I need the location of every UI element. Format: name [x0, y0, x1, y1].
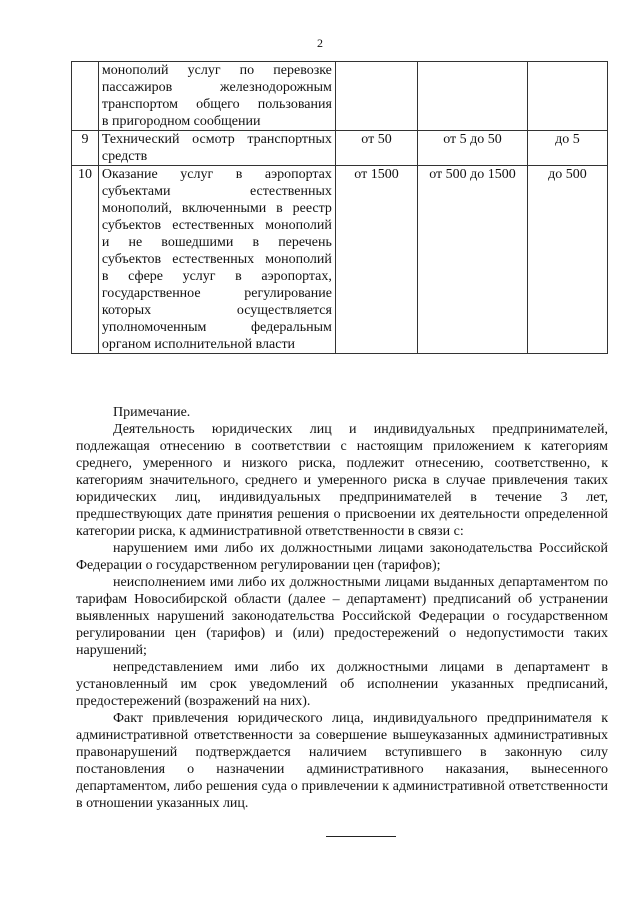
end-of-document-rule [326, 836, 396, 837]
table-row [72, 131, 608, 166]
row-number-cell: 10 [72, 166, 99, 354]
description-line: Технический осмотр транспортных [101, 132, 332, 147]
description-line: монополий услуг по перевозке [101, 63, 332, 78]
description-line: Оказание услуг в аэропортах [101, 167, 332, 182]
description-line: монополий, включенными в реестр [101, 201, 332, 216]
notes-paragraph: непредставлением ими либо их должностными лицами в департамент в установленный им срок уведомлений об исполнении указанных предписаний, предостережений (возражений на них). [76, 660, 608, 709]
description-line: транспортом общего пользования [101, 97, 332, 112]
row-number-cell [72, 62, 99, 131]
description-line: в сфере услуг в аэропортах, [101, 269, 332, 284]
notes-paragraph: Факт привлечения юридического лица, индивидуального предпринимателя к административной ответственности за совершение вышеуказанных административных правонарушений подтверждается наличием вступившего в законную силу постановления о назначении административного наказания, вынесенного департаментом, либо решения суда о привлечении к административной ответственности в отношении указанных лиц. [76, 711, 608, 811]
description-line: пассажиров железнодорожным [101, 80, 332, 95]
range-cell-3 [527, 62, 607, 131]
range-cell-1: от 50 [335, 131, 417, 166]
table-row [72, 166, 608, 354]
description-line: субъектов естественных монополий [101, 218, 332, 233]
notes-section [76, 404, 608, 812]
range-cell-1: от 1500 [335, 166, 417, 354]
row-description-cell [98, 166, 335, 354]
description-line: субъектами естественных [101, 184, 332, 199]
description-line: уполномоченным федеральным [101, 320, 332, 335]
description-line: субъектов естественных монополий [101, 252, 332, 267]
row-number-cell: 9 [72, 131, 99, 166]
page-number: 2 [317, 36, 323, 50]
notes-paragraph: неисполнением ими либо их должностными лицами выданных департаментом по тарифам Новосибирской области (далее – департамент) предписаний об устранении выявленных нарушений законодательства Российской Федерации о государственном регулировании цен (тарифов) и (или) предостережений о недопустимости таких нарушений; [76, 575, 608, 658]
description-line: в пригородном сообщении [101, 114, 261, 129]
range-cell-2: от 500 до 1500 [418, 166, 528, 354]
tariff-table [71, 61, 608, 354]
table-row [72, 62, 608, 131]
description-line: средств [101, 149, 148, 164]
description-line: государственное регулирование [101, 286, 332, 301]
notes-paragraph: нарушением ими либо их должностными лицами законодательства Российской Федерации о государственном регулировании цен (тарифов); [76, 541, 608, 573]
range-cell-3: до 500 [527, 166, 607, 354]
notes-heading: Примечание. [113, 405, 191, 420]
range-cell-1 [335, 62, 417, 131]
range-cell-2 [418, 62, 528, 131]
notes-paragraph: Деятельность юридических лиц и индивидуальных предпринимателей, подлежащая отнесению в соответствии с настоящим приложением к категориям среднего, умеренного и низкого риска, подлежит отнесению, соответственно, к категориям значительного, среднего и умеренного риска в случае привлечения таких юридических лиц, индивидуальных предпринимателей в течение 3 лет, предшествующих дате принятия решения о присвоении их деятельности определенной категории риска, к административной ответственности в связи с: [76, 422, 608, 539]
description-line: органом исполнительной власти [101, 337, 296, 352]
range-cell-3: до 5 [527, 131, 607, 166]
description-line: которых осуществляется [101, 303, 332, 318]
description-line: и не вошедшими в перечень [101, 235, 332, 250]
row-description-cell [98, 131, 335, 166]
row-description-cell [98, 62, 335, 131]
range-cell-2: от 5 до 50 [418, 131, 528, 166]
